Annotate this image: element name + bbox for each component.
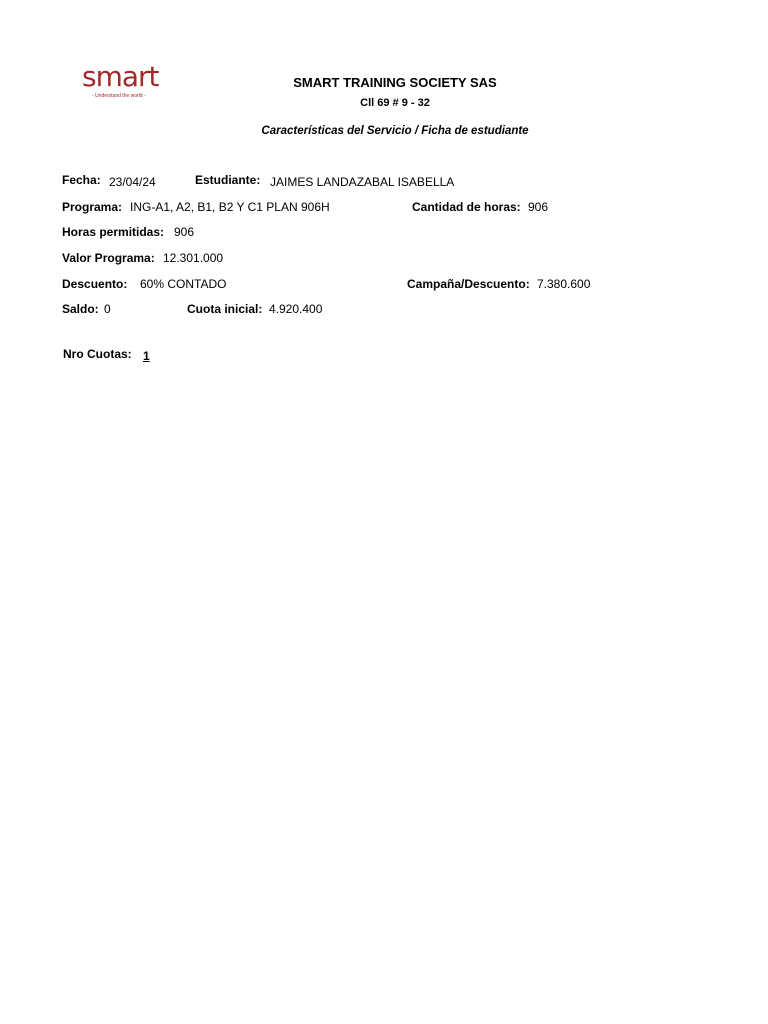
programa-value: ING-A1, A2, B1, B2 Y C1 PLAN 906H <box>130 200 330 214</box>
saldo-label: Saldo: <box>62 302 99 316</box>
estudiante-value: JAIMES LANDAZABAL ISABELLA <box>270 175 455 189</box>
fecha-label: Fecha: <box>62 173 101 187</box>
logo-tagline: - Understand the world - <box>92 93 146 99</box>
cantidad-horas-value: 906 <box>528 200 549 214</box>
valor-programa-label: Valor Programa: <box>62 251 155 265</box>
company-name: SMART TRAINING SOCIETY SAS <box>293 75 497 90</box>
campana-descuento-label: Campaña/Descuento: <box>407 277 530 291</box>
saldo-value: 0 <box>104 302 111 316</box>
cuota-inicial-label: Cuota inicial: <box>187 302 263 316</box>
nro-cuotas-label: Nro Cuotas: <box>63 347 132 361</box>
campana-descuento-value: 7.380.600 <box>537 277 591 291</box>
company-address: Cll 69 # 9 - 32 <box>360 97 430 109</box>
estudiante-label: Estudiante: <box>195 173 261 187</box>
nro-cuotas-value: 1 <box>143 349 150 363</box>
horas-permitidas-value: 906 <box>174 225 195 239</box>
fecha-value: 23/04/24 <box>109 175 156 189</box>
cantidad-horas-label: Cantidad de horas: <box>412 200 521 214</box>
programa-label: Programa: <box>62 200 123 214</box>
horas-permitidas-label: Horas permitidas: <box>62 225 165 239</box>
descuento-label: Descuento: <box>62 277 128 291</box>
logo-wordmark: smart <box>82 60 159 93</box>
cuota-inicial-value: 4.920.400 <box>269 302 323 316</box>
document-subtitle: Características del Servicio / Ficha de estudiante <box>261 125 529 137</box>
descuento-value: 60% CONTADO <box>140 277 227 291</box>
valor-programa-value: 12.301.000 <box>163 251 224 265</box>
